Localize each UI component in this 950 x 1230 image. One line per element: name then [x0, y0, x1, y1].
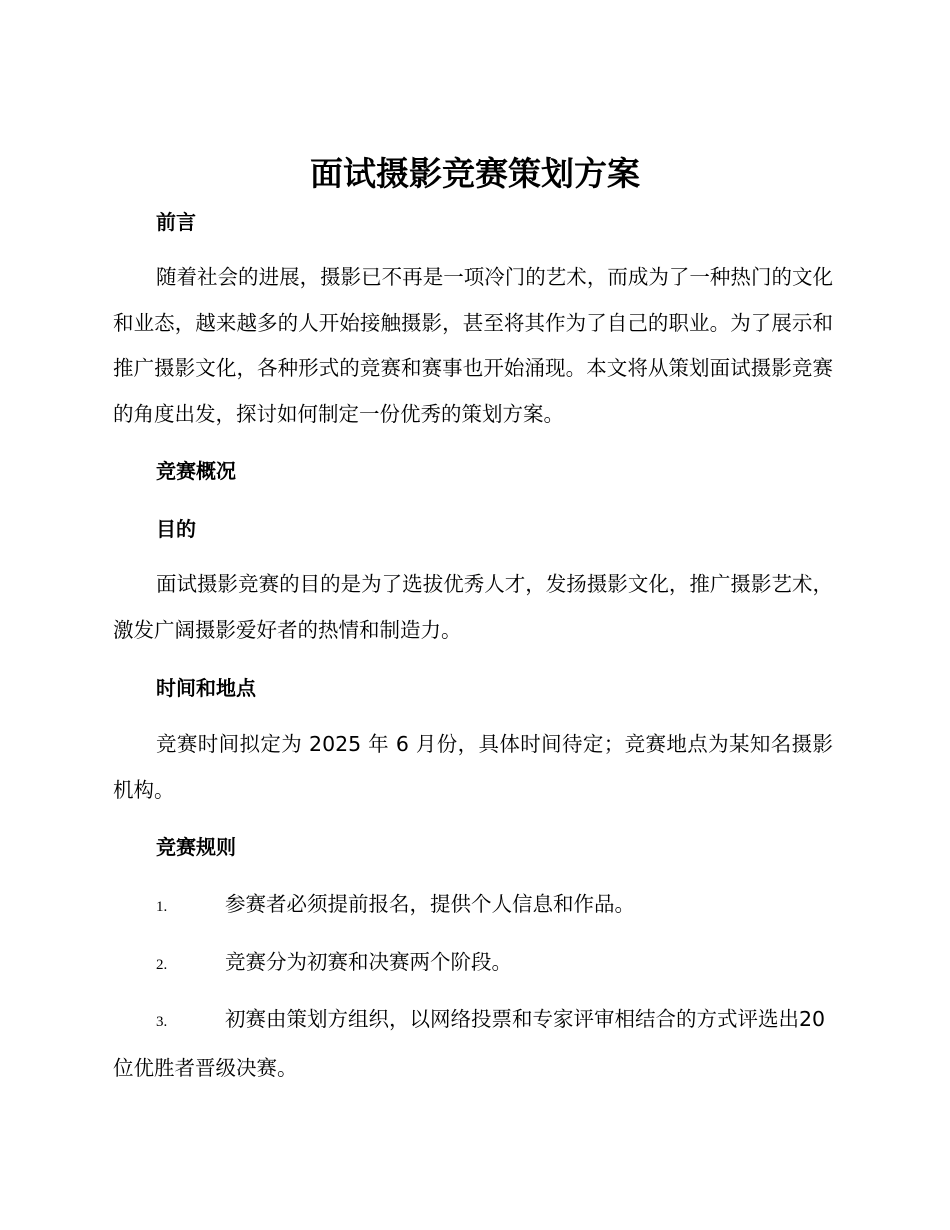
- heading-rules: 竞赛规则: [156, 835, 236, 859]
- purpose-paragraph: 面试摄影竞赛的目的是为了选拔优秀人才，发扬摄影文化，推广摄影艺术，激发广阔摄影爱好者的热情和制造力。: [113, 572, 833, 642]
- rule-item: [113, 882, 833, 931]
- time-place-paragraph: 竞赛时间拟定为 2025 年 6 月份，具体时间待定；竞赛地点为某知名摄影机构。: [113, 732, 833, 802]
- rule-text: 参赛者必须提前报名，提供个人信息和作品。: [225, 892, 635, 916]
- rule-number: 2.: [156, 957, 168, 973]
- rule-text: 初赛由策划方组织，以网络投票和专家评审相结合的方式评选出20 位优胜者晋级决赛。: [113, 1007, 826, 1080]
- rule-number: 3.: [156, 1014, 168, 1030]
- heading-overview: 竞赛概况: [156, 459, 236, 483]
- rule-item: [113, 940, 833, 989]
- heading-purpose: 目的: [156, 517, 196, 541]
- rule-text: 竞赛分为初赛和决赛两个阶段。: [225, 950, 512, 974]
- preface-paragraph: 随着社会的进展，摄影已不再是一项冷门的艺术，而成为了一种热门的文化和业态，越来越多的人开始接触摄影，甚至将其作为了自己的职业。为了展示和推广摄影文化，各种形式的竞赛和赛事也开始涌现。本文将从策划面试摄影竞赛的角度出发，探讨如何制定一份优秀的策划方案。: [113, 265, 833, 426]
- document-title: 面试摄影竞赛策划方案: [310, 154, 640, 193]
- heading-preface: 前言: [156, 210, 196, 234]
- rule-number: 1.: [156, 899, 168, 915]
- rule-item: [113, 997, 833, 1091]
- heading-time-place: 时间和地点: [156, 676, 256, 700]
